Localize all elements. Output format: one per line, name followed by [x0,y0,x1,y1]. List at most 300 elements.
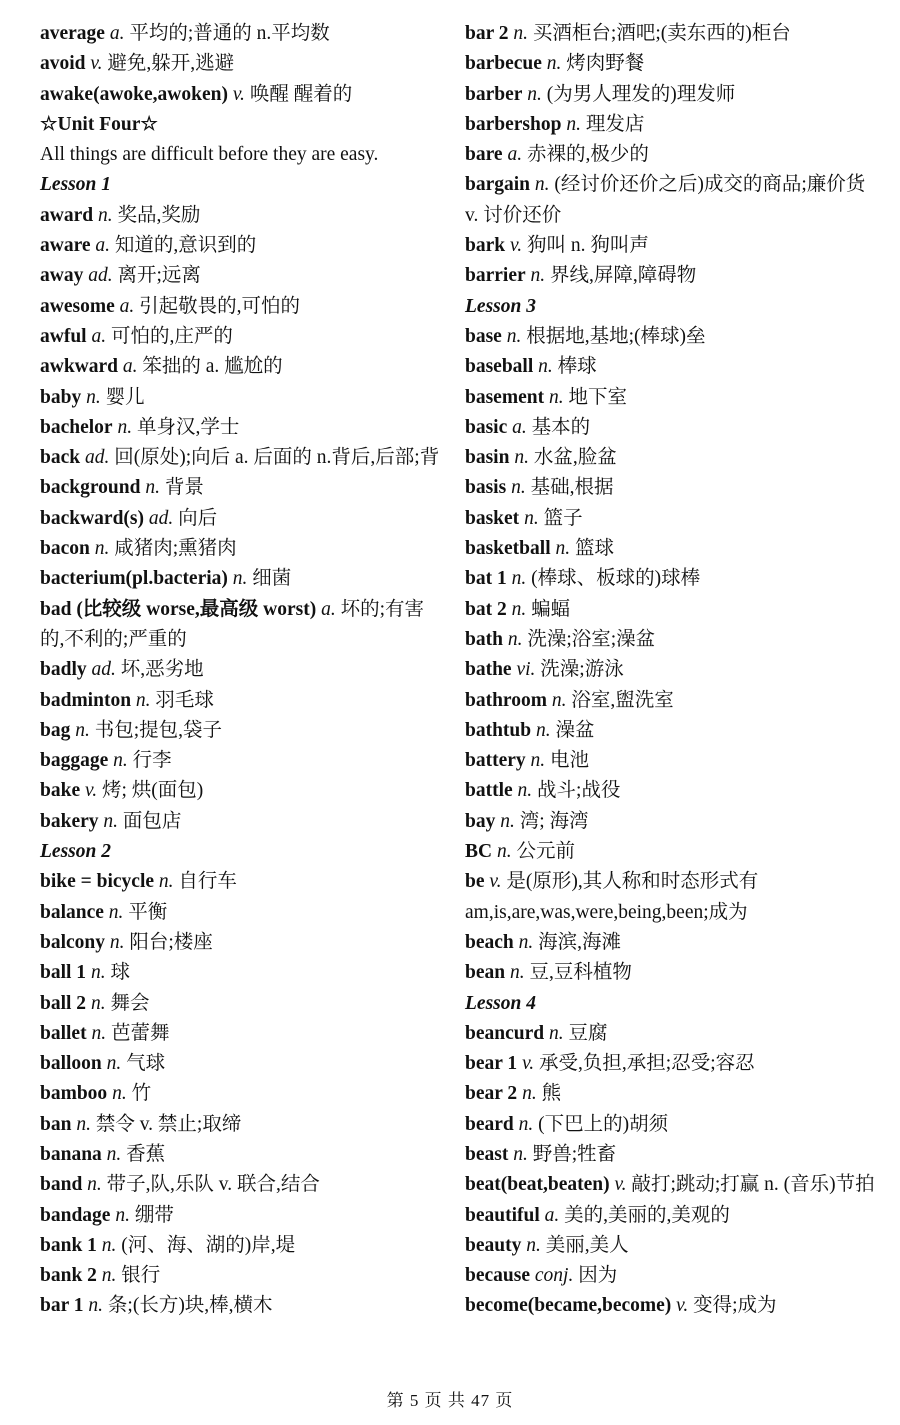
part-of-speech: n. [511,598,527,620]
vocab-word: barbecue [465,53,542,75]
vocab-word: barbershop [465,113,562,135]
vocab-entry [40,1140,440,1170]
part-of-speech: n. [511,568,527,590]
part-of-speech: n. [106,1053,122,1075]
vocab-word: banana [40,1143,102,1165]
part-of-speech: n. [522,1083,537,1105]
vocab-word: bean [465,962,506,984]
vocab-word: bathroom [465,689,547,711]
unit-heading: ☆Unit Four☆ [40,113,158,135]
vocab-entry [465,1019,880,1049]
part-of-speech: n. [97,204,113,226]
vocab-definition: 豆腐 [568,1022,608,1044]
vocab-entry [40,383,440,413]
vocab-word: bacon [40,538,90,560]
vocab-entry [465,1201,880,1231]
vocab-definition: (经讨价还价之后)成交的商品;廉价货 v. 讨价还价 [465,174,866,226]
vocab-entry [465,1049,880,1079]
vocab-word: bar 2 [465,23,509,44]
vocab-definition: 基本的 [531,416,591,438]
vocab-entry [465,686,880,716]
vocab-entry [465,231,880,261]
vocab-entry [465,261,880,291]
part-of-speech: n. [509,962,525,984]
part-of-speech: n. [115,1204,130,1226]
vocab-definition: 舞会 [110,992,150,1014]
part-of-speech: n. [106,1143,122,1165]
vocab-word: backward(s) [40,507,145,529]
vocab-definition: 买酒柜台;酒吧;(卖东西的)柜台 [532,23,791,44]
vocab-definition: (为男人理发的)理发师 [546,83,736,105]
vocab-entry [40,322,440,352]
vocab-entry [40,19,440,49]
vocab-entry [40,686,440,716]
vocab-entry [40,867,440,897]
part-of-speech: v. [489,871,502,893]
vocab-definition: (棒球、板球的)球棒 [531,568,701,590]
vocab-definition: 狗叫 n. 狗叫声 [526,235,649,257]
vocab-definition: 坏的;有害的,不利的;严重的 [40,598,425,650]
unit-motto: All things are difficult before they are easy. [40,144,379,166]
vocab-entry [40,595,440,656]
vocab-definition: 篮子 [543,507,583,529]
part-of-speech: n. [90,962,106,984]
part-of-speech: n. [86,386,101,408]
part-of-speech: n. [534,174,550,196]
vocab-entry [465,1231,880,1261]
part-of-speech: a. [91,325,107,347]
vocab-definition: 棒球 [557,356,597,378]
vocab-entry [465,413,880,443]
vocab-definition: 行李 [132,750,172,772]
vocab-definition: 湾; 海湾 [519,810,589,832]
vocab-word: ban [40,1113,72,1135]
vocab-word: barrier [465,265,526,287]
lesson-heading: Lesson 2 [40,841,111,863]
vocab-definition: 禁令 v. 禁止;取缔 [95,1113,242,1135]
vocab-entry [465,534,880,564]
vocab-entry [465,170,880,231]
vocab-definition: 烤; 烘(面包) [101,780,204,802]
vocab-word: bathtub [465,719,532,741]
vocab-word: bare [465,144,503,166]
vocab-entry [465,49,880,79]
part-of-speech: n. [551,689,567,711]
part-of-speech: n. [91,1022,107,1044]
vocab-entry [465,322,880,352]
vocab-definition: 笨拙的 a. 尴尬的 [142,356,283,378]
vocab-entry [465,110,880,140]
vocab-entry [465,504,880,534]
vocab-entry [40,504,440,534]
part-of-speech: n. [555,538,571,560]
vocab-word: balcony [40,931,106,953]
vocab-entry [40,292,440,322]
vocab-word: beauty [465,1234,522,1256]
vocab-entry [465,716,880,746]
vocab-definition: 电池 [550,750,590,772]
part-of-speech: ad. [148,507,174,529]
vocab-definition: 篮球 [574,538,614,560]
vocab-definition: 根据地,基地;(棒球)垒 [526,325,706,347]
vocab-entry [40,473,440,503]
vocab-definition: 理发店 [585,113,645,135]
part-of-speech: n. [513,23,529,44]
vocab-definition: 战斗;战役 [537,780,621,802]
vocab-word: BC [465,841,493,863]
vocab-definition: 书包;提包,袋子 [94,719,223,741]
part-of-speech: n. [101,1234,117,1256]
part-of-speech: n. [526,1234,541,1256]
vocab-word: badminton [40,689,132,711]
part-of-speech: n. [511,477,526,499]
vocab-word: bat 2 [465,598,507,620]
part-of-speech: v. [614,1174,627,1196]
part-of-speech: n. [158,871,174,893]
vocab-definition: 单身汉,学士 [136,416,240,438]
vocab-word: because [465,1265,530,1287]
vocab-definition: 海滨,海滩 [538,931,622,953]
vocab-definition: 面包店 [122,810,182,832]
vocab-entry [465,837,880,867]
part-of-speech: n. [536,719,551,741]
vocab-definition: 唤醒 醒着的 [249,83,353,105]
vocab-word: basketball [465,538,551,560]
part-of-speech: n. [94,538,110,560]
vocab-word: bag [40,719,71,741]
vocab-word: bear 1 [465,1053,518,1075]
vocab-entry [40,898,440,928]
lesson-heading: Lesson 1 [40,174,111,196]
vocab-definition: 水盆,脸盆 [533,447,617,469]
part-of-speech: a. [512,416,527,438]
vocab-definition: 美的,美丽的,美观的 [564,1204,730,1226]
part-of-speech: n. [513,1143,528,1165]
vocab-entry [40,716,440,746]
part-of-speech: v. [522,1053,535,1075]
vocab-definition: 条;(长方)块,棒,横木 [107,1295,273,1317]
vocab-word: bath [465,628,503,650]
vocab-word: bargain [465,174,531,196]
part-of-speech: ad. [84,447,110,469]
vocab-entry [465,595,880,625]
vocab-word: baggage [40,750,109,772]
vocab-definition: 是(原形),其人称和时态形式有 am,is,are,was,were,being,been;成为 [465,871,759,923]
vocab-definition: 香蕉 [126,1143,166,1165]
part-of-speech: a. [119,295,135,317]
vocab-entry [465,564,880,594]
part-of-speech: a. [507,144,523,166]
vocab-definition: 阳台;楼座 [129,931,213,953]
vocab-entry [40,928,440,958]
vocab-entry [465,1110,880,1140]
vocab-definition: 细菌 [252,568,292,590]
vocab-entry [465,1291,880,1321]
vocab-definition: 离开;远离 [117,265,201,287]
vocab-definition: 坏,恶劣地 [120,659,204,681]
vocab-entry [40,1201,440,1231]
part-of-speech: n. [87,1174,102,1196]
vocab-entry [40,80,440,110]
vocab-entry [465,807,880,837]
vocab-word: average [40,23,105,44]
vocab-word: bank 1 [40,1234,97,1256]
vocab-definition: (下巴上的)胡须 [538,1113,669,1135]
vocab-word: beautiful [465,1204,540,1226]
part-of-speech: a. [95,235,111,257]
part-of-speech: n. [518,931,534,953]
vocab-entry [465,19,880,49]
part-of-speech: n. [517,780,533,802]
vocab-word: baby [40,386,82,408]
part-of-speech: v. [676,1295,689,1317]
vocab-entry [40,807,440,837]
vocab-definition: 羽毛球 [155,689,214,711]
part-of-speech: n. [530,265,546,287]
vocab-entry [465,776,880,806]
part-of-speech: conj. [534,1265,574,1287]
vocab-word: battery [465,750,526,772]
part-of-speech: n. [90,992,106,1014]
vocab-word: badly [40,659,87,681]
vocab-word: bear 2 [465,1083,518,1105]
vocab-definition: 熊 [541,1083,562,1105]
vocab-definition: 变得;成为 [693,1295,777,1317]
vocab-entry [40,564,440,594]
part-of-speech: n. [507,628,523,650]
vocab-definition: 芭蕾舞 [110,1022,170,1044]
part-of-speech: v. [509,235,523,257]
vocab-word: band [40,1174,83,1196]
vocab-word: beard [465,1113,514,1135]
vocab-entry [40,1049,440,1079]
vocab-entry [465,1079,880,1109]
vocab-word: basement [465,386,545,408]
vocab-entry [40,1019,440,1049]
vocab-word: basis [465,477,507,499]
vocab-entry [40,534,440,564]
vocab-word: barber [465,83,523,105]
vocab-entry [40,776,440,806]
vocab-word: bathe [465,659,512,681]
vocab-entry [465,1140,880,1170]
vocab-definition: 洗澡;游泳 [540,659,624,681]
vocab-word: bandage [40,1204,111,1226]
vocab-word: balance [40,901,104,923]
vocab-entry [465,352,880,382]
vocab-entry [465,443,880,473]
vocab-entry [40,1170,440,1200]
vocab-word: be [465,871,485,893]
part-of-speech: n. [524,507,539,529]
vocab-definition: 自行车 [178,871,237,893]
right-column [465,19,880,1322]
vocab-definition: 竹 [131,1083,152,1105]
part-of-speech: n. [506,325,522,347]
vocab-definition: 球 [110,962,130,984]
vocab-word: awful [40,325,87,347]
part-of-speech: n. [548,1022,564,1044]
part-of-speech: n. [113,750,128,772]
vocab-definition: 咸猪肉;熏猪肉 [114,538,237,560]
vocab-definition: 奖品,奖励 [117,204,201,226]
vocab-word: beat(beat,beaten) [465,1174,610,1196]
vocab-definition: 澡盆 [555,719,595,741]
vocab-entry [465,1170,880,1200]
vocab-word: bamboo [40,1083,108,1105]
vocab-definition: 美丽,美人 [545,1234,629,1256]
vocab-definition: 绷带 [134,1204,174,1226]
part-of-speech: ad. [88,265,113,287]
vocab-word: bat 1 [465,568,507,590]
part-of-speech: n. [546,53,562,75]
vocab-word: bay [465,810,496,832]
part-of-speech: n. [500,810,515,832]
vocab-definition: 赤裸的,极少的 [526,144,649,166]
part-of-speech: n. [514,447,529,469]
part-of-speech: v. [232,83,245,105]
part-of-speech: n. [548,386,564,408]
part-of-speech: n. [108,901,124,923]
vocab-entry [40,989,440,1019]
vocab-word: bachelor [40,416,113,438]
vocab-entry [40,1291,440,1321]
vocab-definition: 地下室 [568,386,627,408]
part-of-speech: n. [530,750,546,772]
vocab-definition: 平均的;普通的 n.平均数 [129,23,330,44]
vocab-definition: 背景 [164,477,204,499]
part-of-speech: n. [88,1295,104,1317]
vocab-entry [40,746,440,776]
vocab-definition: 带子,队,乐队 v. 联合,结合 [106,1174,320,1196]
vocab-word: ball 1 [40,962,87,984]
vocab-definition: 豆,豆科植物 [529,962,632,984]
lesson-heading: Lesson 4 [465,992,536,1014]
vocab-entry [40,655,440,685]
vocab-word: away [40,265,84,287]
vocab-entry [40,352,440,382]
vocab-word: balloon [40,1053,102,1075]
vocab-word: ball 2 [40,992,87,1014]
part-of-speech: n. [103,810,118,832]
page-footer: 第 5 页 共 47 页 [386,1391,514,1410]
vocab-definition: 敲打;跳动;打赢 n. (音乐)节拍 [631,1174,875,1196]
vocab-entry [465,928,880,958]
part-of-speech: vi. [516,659,536,681]
part-of-speech: n. [496,841,512,863]
vocab-word: basin [465,447,510,469]
vocab-definition: 洗澡;浴室;澡盆 [527,628,656,650]
part-of-speech: n. [101,1265,117,1287]
vocab-word: bar 1 [40,1295,84,1317]
vocab-word: base [465,325,502,347]
vocab-word: basic [465,416,508,438]
vocab-entry [465,80,880,110]
part-of-speech: ad. [91,659,116,681]
vocab-word: bark [465,235,506,257]
part-of-speech: a. [321,598,336,620]
vocab-definition: 银行 [121,1265,161,1287]
vocab-definition: 引起敬畏的,可怕的 [139,295,300,317]
vocab-word: basket [465,507,520,529]
vocab-entry [465,655,880,685]
vocab-definition: 烤肉野餐 [566,53,645,75]
vocab-word: bacterium(pl.bacteria) [40,568,228,590]
vocab-entry [465,867,880,928]
vocab-definition: 野兽;牲畜 [532,1143,617,1165]
vocab-word: bake [40,780,81,802]
vocab-definition: 婴儿 [105,386,145,408]
vocab-entry [465,140,880,170]
vocab-word: bank 2 [40,1265,97,1287]
vocab-word: ballet [40,1022,87,1044]
vocab-word: award [40,204,94,226]
vocab-entry [465,1261,880,1291]
part-of-speech: v. [84,780,98,802]
vocab-word: become(became,become) [465,1295,672,1317]
part-of-speech: v. [90,53,103,75]
vocab-entry [465,958,880,988]
vocab-word: aware [40,235,91,257]
vocab-definition: 公元前 [516,841,575,863]
vocab-entry [40,958,440,988]
vocab-word: baseball [465,356,534,378]
vocab-word: background [40,477,141,499]
vocab-entry [465,473,880,503]
part-of-speech: a. [109,23,125,44]
vocab-word: beach [465,931,514,953]
lesson-heading: Lesson 3 [465,295,536,317]
vocab-word: awkward [40,356,119,378]
part-of-speech: n. [117,416,133,438]
vocab-definition: 浴室,盥洗室 [571,689,674,711]
part-of-speech: n. [518,1113,534,1135]
vocab-word: beast [465,1143,509,1165]
vocab-word: awake(awoke,awoken) [40,83,228,105]
vocab-word: avoid [40,53,86,75]
vocab-definition: 蝙蝠 [531,598,571,620]
vocab-word: bike = bicycle [40,871,155,893]
vocab-entry [40,1231,440,1261]
part-of-speech: n. [538,356,553,378]
part-of-speech: n. [566,113,581,135]
vocab-entry [40,201,440,231]
part-of-speech: n. [109,931,125,953]
vocab-definition: 基础,根据 [530,477,614,499]
vocab-entry [465,383,880,413]
vocab-word: beancurd [465,1022,545,1044]
vocab-entry [40,261,440,291]
vocab-definition: 回(原处);向后 a. 后面的 n.背后,后部;背 [114,447,440,469]
part-of-speech: n. [76,1113,91,1135]
vocab-entry [40,231,440,261]
part-of-speech: n. [145,477,160,499]
vocab-definition: 界线,屏障,障碍物 [550,265,697,287]
vocab-word: back [40,447,81,469]
vocab-definition: 知道的,意识到的 [114,235,257,257]
vocab-word: bakery [40,810,99,832]
vocab-word: awesome [40,295,115,317]
vocab-definition: 因为 [578,1265,618,1287]
part-of-speech: a. [544,1204,560,1226]
vocab-definition: 避免,躲开,逃避 [107,53,235,75]
vocab-definition: 平衡 [128,901,168,923]
part-of-speech: n. [75,719,90,741]
vocab-definition: 可怕的,庄严的 [110,325,233,347]
vocab-word: battle [465,780,513,802]
vocab-definition: (河、海、湖的)岸,堤 [121,1234,296,1256]
vocab-entry [465,625,880,655]
